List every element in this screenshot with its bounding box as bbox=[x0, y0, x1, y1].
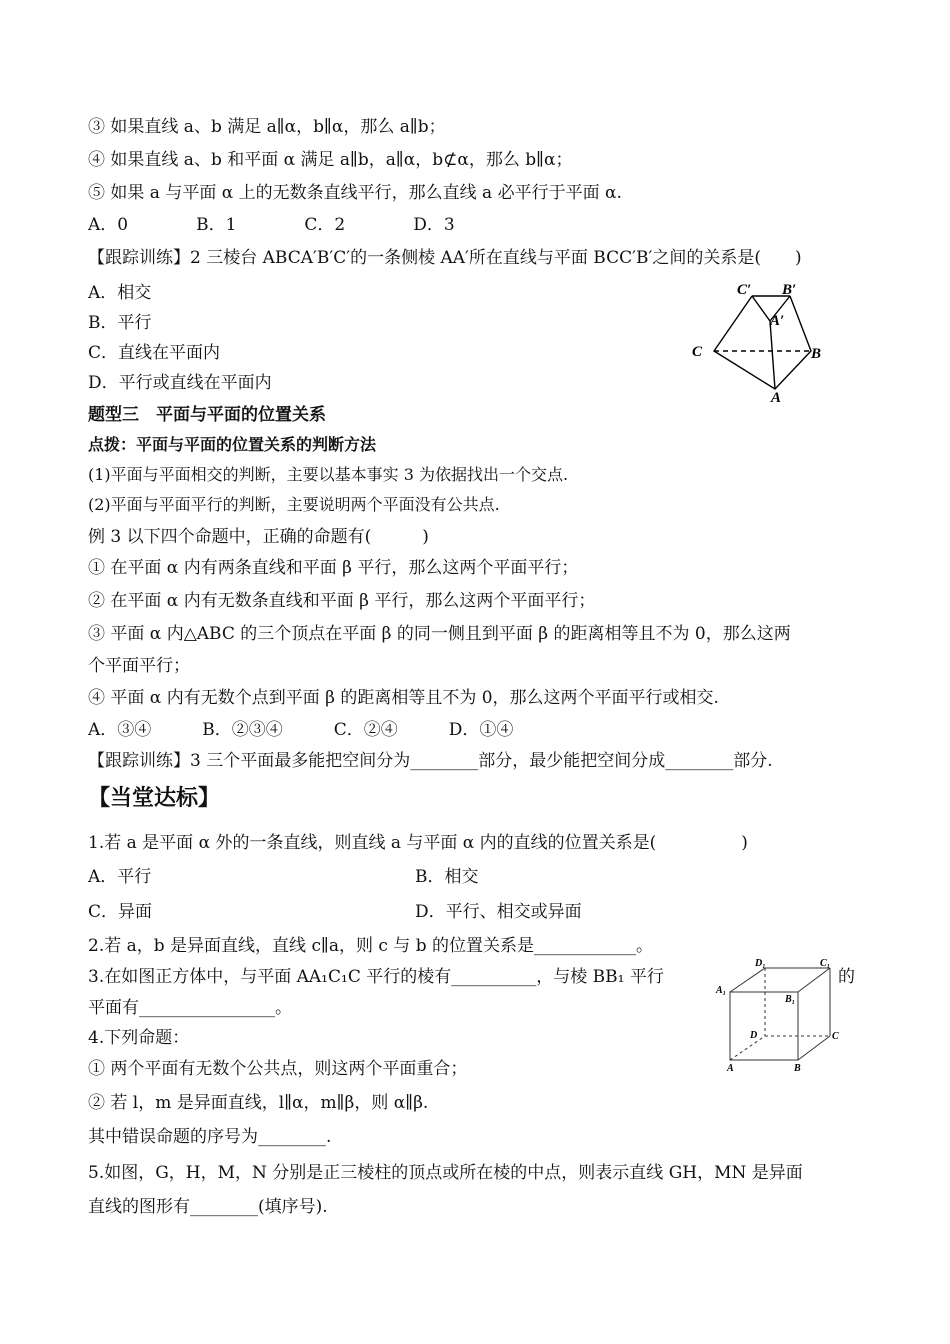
label-a-prime: A′ bbox=[770, 313, 785, 329]
answer-options: A．0 B．1 C．2 D．3 bbox=[88, 215, 455, 235]
answer-options: A．③④ B．②③④ C．②④ D．①④ bbox=[88, 720, 514, 740]
question-2: 2.若 a，b 是异面直线，直线 c∥a，则 c 与 b 的位置关系是____________。 bbox=[88, 936, 653, 956]
example-title: 例 3 以下四个命题中，正确的命题有( ) bbox=[88, 527, 429, 547]
label-a: A bbox=[771, 390, 782, 406]
q1-option-a: A．平行 bbox=[88, 867, 152, 887]
option-a: A．相交 bbox=[88, 283, 152, 303]
label-b: B bbox=[811, 346, 822, 362]
label-b1: B₁ bbox=[785, 994, 796, 1005]
question-1: 1.若 a 是平面 α 外的一条直线，则直线 a 与平面 α 内的直线的位置关系是( ) bbox=[88, 833, 748, 853]
option-b: B．平行 bbox=[88, 313, 152, 333]
text-line: ② 若 l，m 是异面直线，l∥α，m∥β，则 α∥β. bbox=[88, 1093, 429, 1113]
text-line: ① 在平面 α 内有两条直线和平面 β 平行，那么这两个平面平行； bbox=[88, 558, 579, 578]
q1-option-c: C．异面 bbox=[88, 902, 153, 922]
text-line: 个平面平行； bbox=[88, 656, 190, 676]
text-line: (2)平面与平面平行的判断，主要说明两个平面没有公共点. bbox=[88, 495, 500, 514]
option-c: C．直线在平面内 bbox=[88, 343, 221, 363]
text-line: 【跟踪训练】3 三个平面最多能把空间分为________部分，最少能把空间分成________部分. bbox=[88, 751, 773, 771]
text-line: ③ 平面 α 内△ABC 的三个顶点在平面 β 的同一侧且到平面 β 的距离相等且不为 0，那么这两 bbox=[88, 624, 791, 644]
label-d1: D₁ bbox=[755, 958, 766, 969]
label-c-prime: C′ bbox=[737, 282, 752, 298]
text-line: 直线的图形有________(填序号). bbox=[88, 1197, 328, 1217]
question-4: 4.下列命题： bbox=[88, 1028, 190, 1048]
tip-heading: 点拨：平面与平面的位置关系的判断方法 bbox=[88, 435, 377, 454]
section-title: 【当堂达标】 bbox=[88, 785, 221, 811]
option-d: D．平行或直线在平面内 bbox=[88, 373, 272, 393]
question-3-tail: 的 bbox=[838, 967, 855, 987]
text-line: ③ 如果直线 a、b 满足 a∥α，b∥α，那么 a∥b； bbox=[88, 117, 446, 137]
section-heading: 题型三 平面与平面的位置关系 bbox=[88, 405, 326, 425]
text-line: ④ 如果直线 a、b 和平面 α 满足 a∥b，a∥α，b⊄α，那么 b∥α； bbox=[88, 150, 573, 170]
text-line: 【跟踪训练】2 三棱台 ABCA′B′C′的一条侧棱 AA′所在直线与平面 BCC′B′之间的关系是( ) bbox=[88, 248, 802, 268]
label-c: C bbox=[832, 1031, 839, 1042]
question-5: 5.如图，G，H，M，N 分别是正三棱柱的顶点或所在棱的中点，则表示直线 GH，MN 是异面 bbox=[88, 1163, 803, 1183]
text-line: 平面有________________。 bbox=[88, 998, 292, 1018]
q1-option-d: D．平行、相交或异面 bbox=[415, 902, 582, 922]
label-b: B bbox=[794, 1063, 801, 1074]
label-c: C bbox=[692, 344, 703, 360]
cube-figure bbox=[715, 955, 840, 1075]
label-a: A bbox=[727, 1063, 734, 1074]
text-line: ② 在平面 α 内有无数条直线和平面 β 平行，那么这两个平面平行； bbox=[88, 591, 596, 611]
q1-option-b: B．相交 bbox=[415, 867, 479, 887]
text-line: 其中错误命题的序号为________. bbox=[88, 1127, 332, 1147]
label-a1: A₁ bbox=[716, 985, 727, 996]
frustum-figure bbox=[680, 278, 840, 408]
question-3: 3.在如图正方体中，与平面 AA₁C₁C 平行的棱有__________，与棱 BB₁ 平行 bbox=[88, 967, 664, 987]
text-line: (1)平面与平面相交的判断，主要以基本事实 3 为依据找出一个交点. bbox=[88, 465, 569, 484]
label-c1: C₁ bbox=[820, 958, 831, 969]
text-line: ① 两个平面有无数个公共点，则这两个平面重合； bbox=[88, 1059, 468, 1079]
text-line: ④ 平面 α 内有无数个点到平面 β 的距离相等且不为 0，那么这两个平面平行或相交. bbox=[88, 688, 719, 708]
label-d: D bbox=[750, 1030, 758, 1041]
text-line: ⑤ 如果 a 与平面 α 上的无数条直线平行，那么直线 a 必平行于平面 α. bbox=[88, 183, 622, 203]
label-b-prime: B′ bbox=[782, 282, 797, 298]
